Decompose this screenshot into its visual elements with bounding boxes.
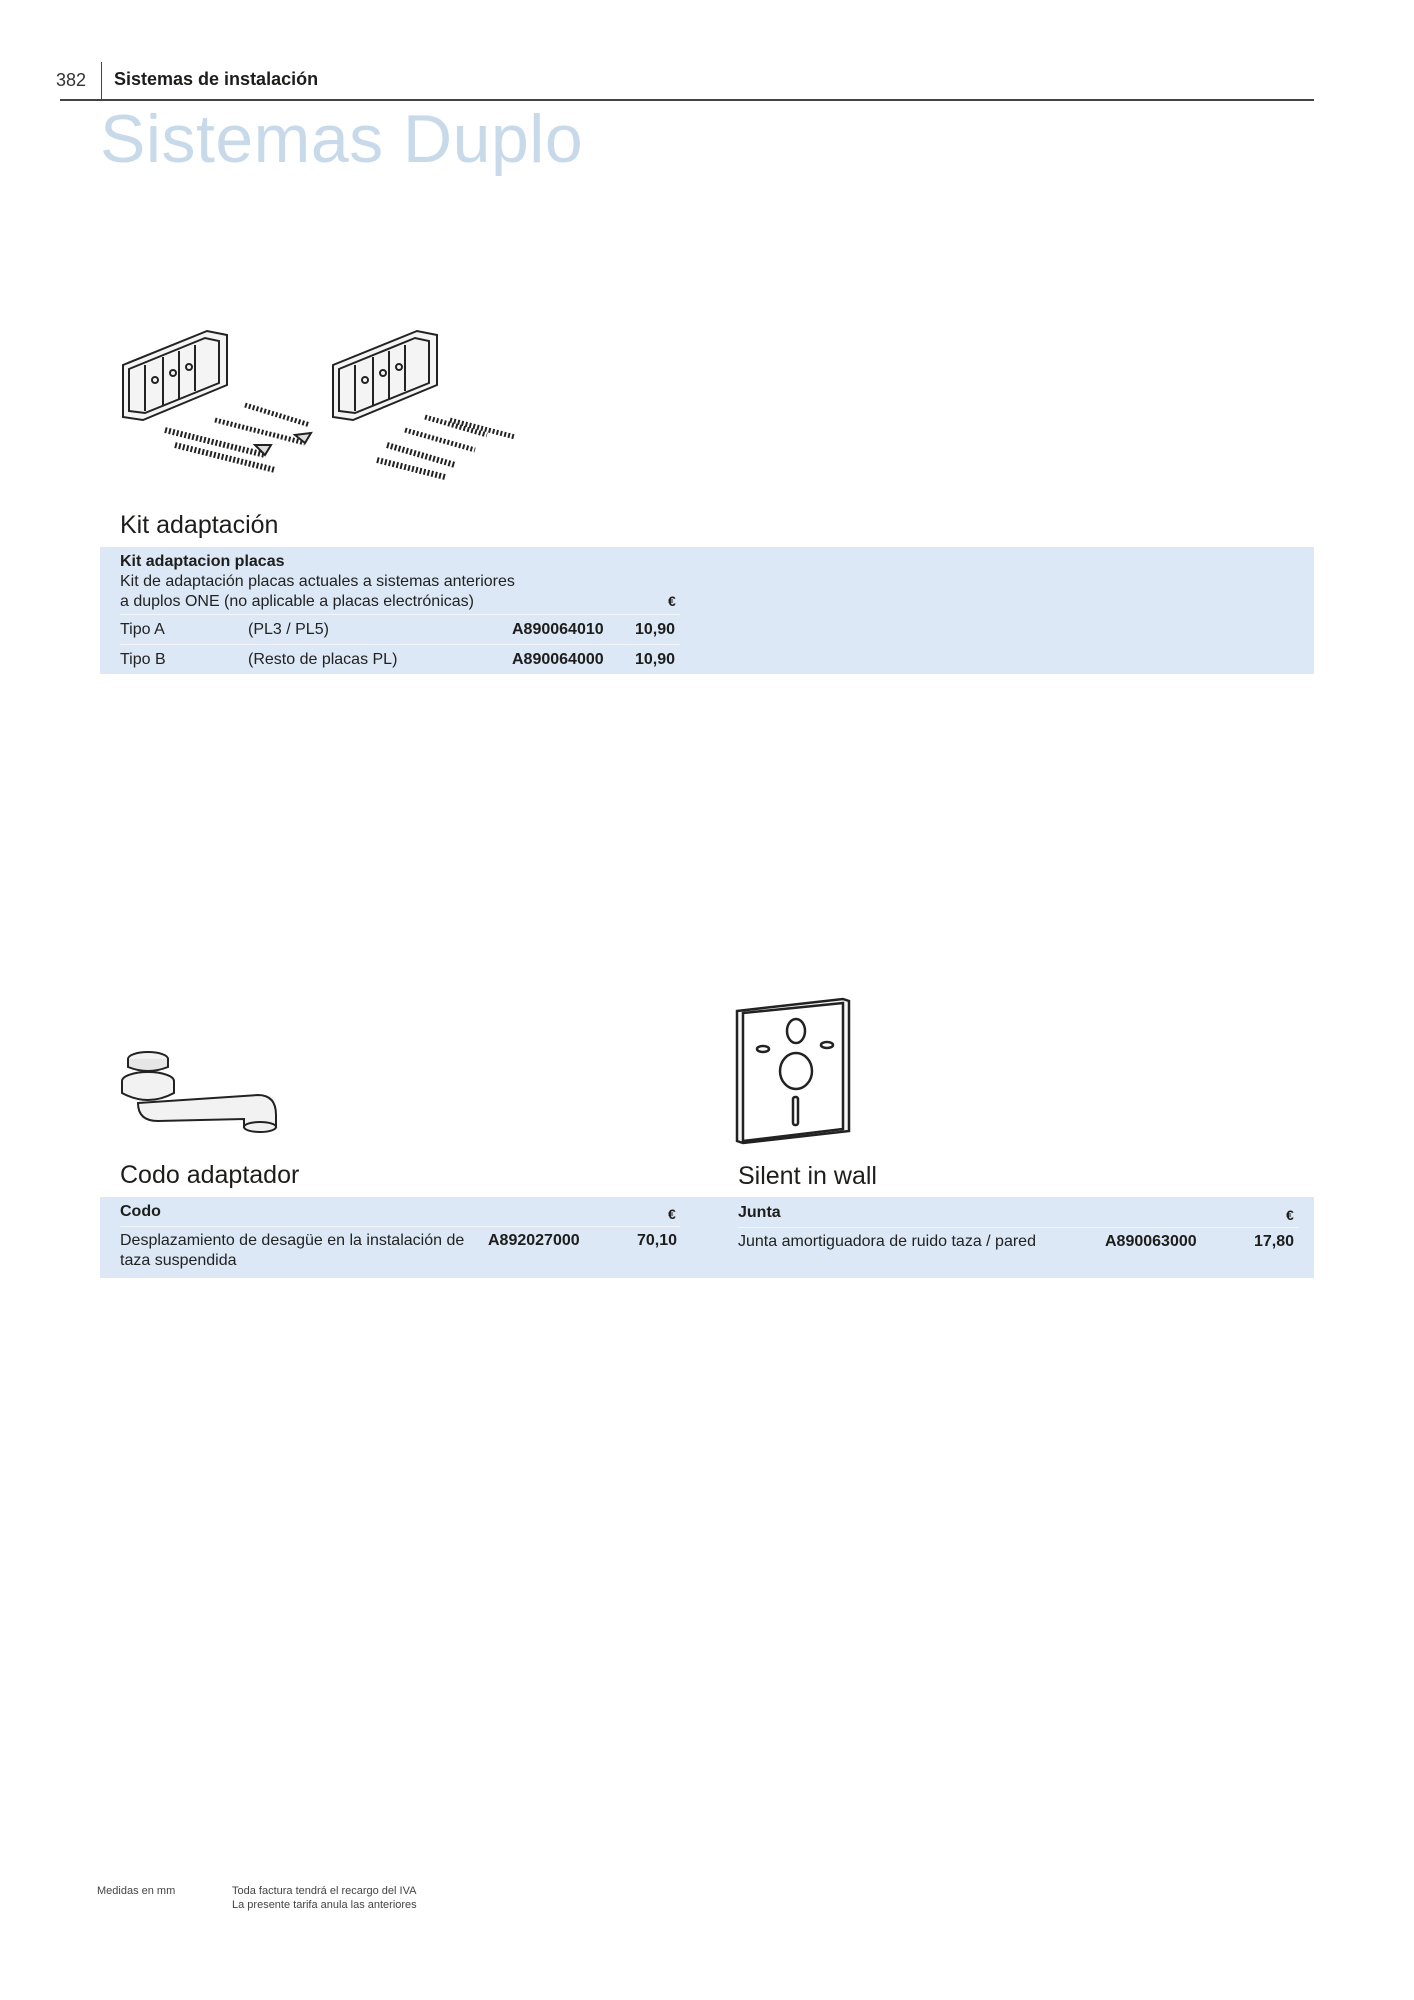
kit-row-code: A890064010: [512, 621, 604, 638]
kit-heading: Kit adaptación: [120, 511, 279, 539]
kit-row-detail: (PL3 / PL5): [248, 621, 329, 638]
codo-code: A892027000: [488, 1232, 580, 1249]
header-divider: [101, 62, 102, 100]
kit-adaptacion-illustration: [115, 325, 525, 495]
row-divider: [120, 1226, 680, 1227]
page-title: Sistemas Duplo: [100, 101, 584, 177]
codo-heading: Codo adaptador: [120, 1161, 300, 1189]
silent-description: Junta amortiguadora de ruido taza / pared: [738, 1233, 1036, 1250]
silent-price: 17,80: [1254, 1233, 1295, 1250]
codo-name: Codo: [120, 1203, 161, 1220]
kit-row-detail: (Resto de placas PL): [248, 651, 398, 668]
silent-in-wall-illustration: [735, 997, 850, 1145]
bottom-panel: [100, 1197, 1314, 1278]
row-divider: [120, 614, 680, 615]
page-number: 382: [56, 70, 87, 90]
codo-description-line1: Desplazamiento de desagüe en la instalación de: [120, 1232, 465, 1249]
codo-illustration: [118, 1045, 283, 1135]
footer-measures: Medidas en mm: [97, 1885, 176, 1897]
kit-panel: [100, 547, 1314, 674]
kit-currency: €: [668, 593, 676, 609]
silent-code: A890063000: [1105, 1233, 1197, 1250]
codo-description-line2: taza suspendida: [120, 1252, 237, 1269]
kit-row-type: Tipo B: [120, 651, 166, 668]
kit-name: Kit adaptacion placas: [120, 553, 285, 570]
kit-row-code: A890064000: [512, 651, 604, 668]
silent-currency: €: [1286, 1207, 1294, 1223]
row-divider: [120, 644, 680, 645]
section-title: Sistemas de instalación: [114, 69, 319, 89]
kit-row-type: Tipo A: [120, 621, 165, 638]
row-divider: [738, 1227, 1298, 1228]
kit-row-price: 10,90: [635, 621, 676, 638]
codo-currency: €: [668, 1206, 676, 1222]
footer-vat-note: Toda factura tendrá el recargo del IVA: [232, 1885, 417, 1897]
silent-heading: Silent in wall: [738, 1162, 877, 1190]
footer-tariff-note: La presente tarifa anula las anteriores: [232, 1899, 417, 1911]
kit-row-price: 10,90: [635, 651, 676, 668]
kit-description-line2: a duplos ONE (no aplicable a placas electrónicas): [120, 593, 474, 610]
kit-description-line1: Kit de adaptación placas actuales a sistemas anteriores: [120, 573, 515, 590]
silent-name: Junta: [738, 1204, 781, 1221]
codo-price: 70,10: [637, 1232, 678, 1249]
